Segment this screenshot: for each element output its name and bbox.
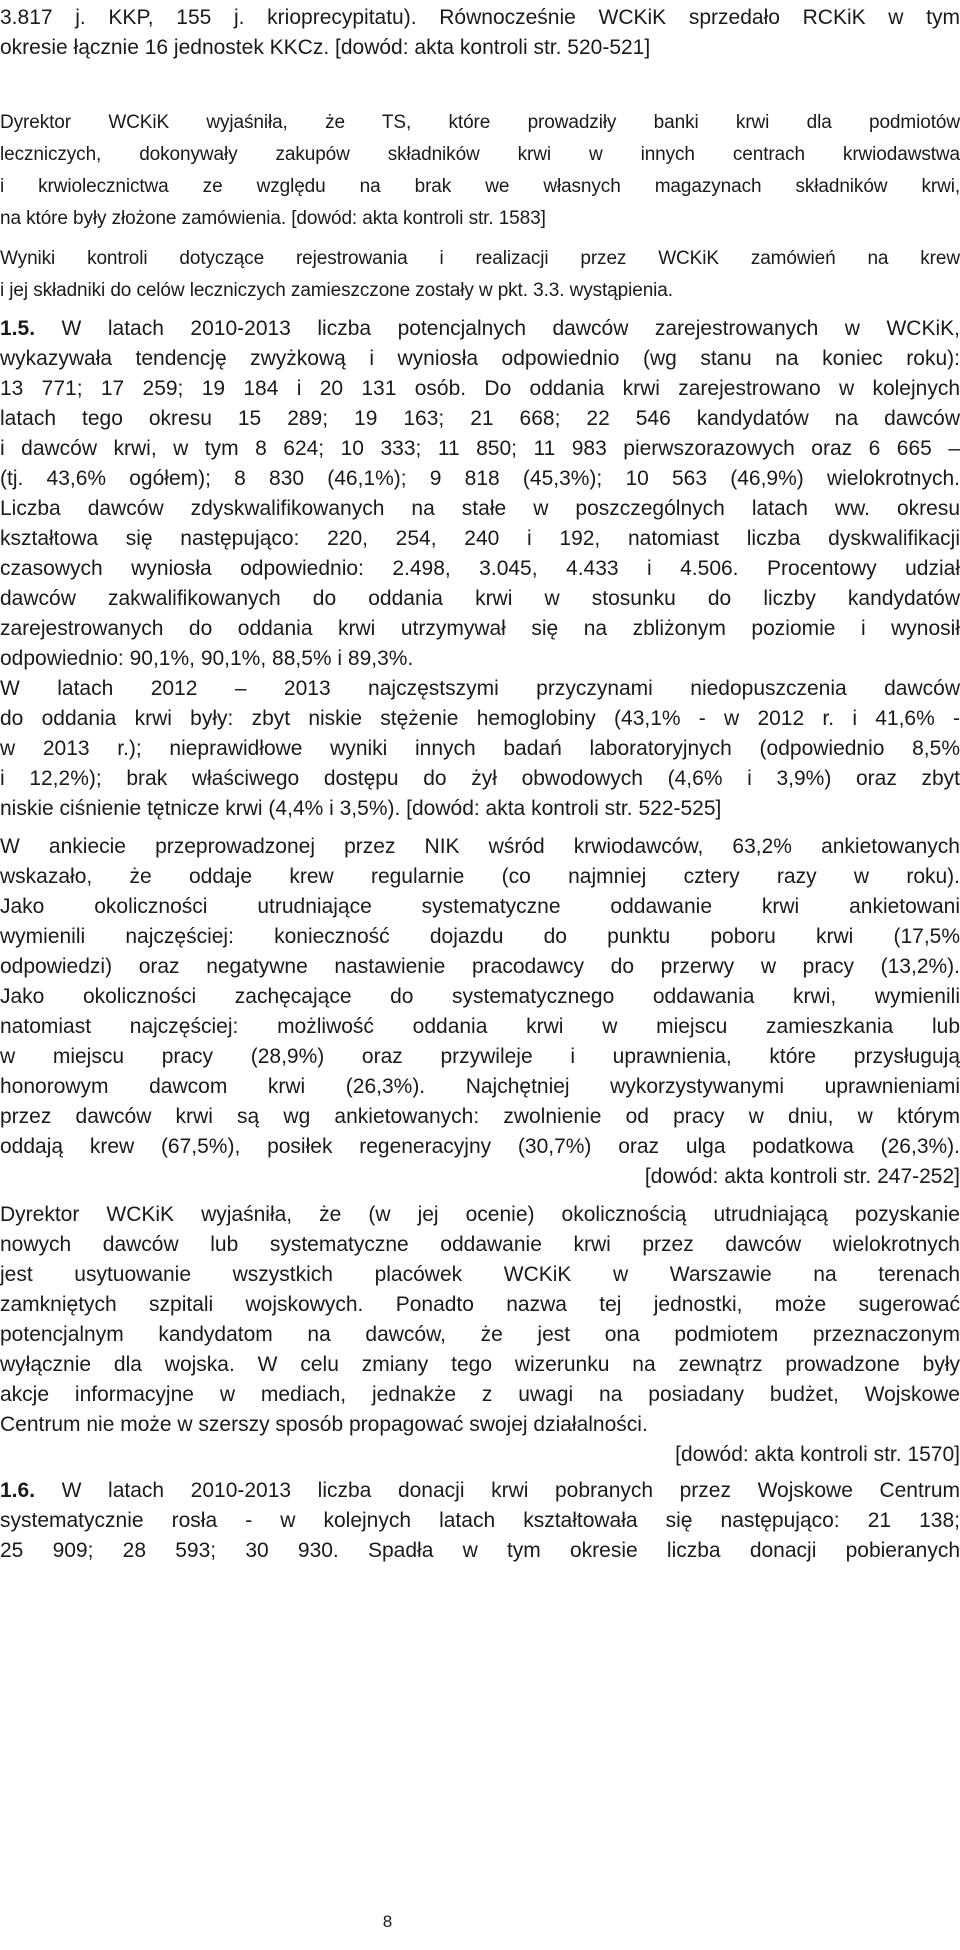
text-line: leczniczych, dokonywały zakupów składników krwi w innych centrach krwiodawstwa xyxy=(0,144,960,165)
text-line: 25 909; 28 593; 30 930. Spadła w tym okresie liczba donacji pobieranych xyxy=(0,1539,960,1562)
text-line: 1.5. W latach 2010-2013 liczba potencjalnych dawców zarejestrowanych w WCKiK, xyxy=(0,317,960,340)
text-line: oddają krew (67,5%), posiłek regeneracyjny (30,7%) oraz ulga podatkowa (26,3%). xyxy=(0,1135,960,1158)
text-line: na które były złożone zamówienia. [dowód: akta kontroli str. 1583] xyxy=(0,208,546,229)
text-line: w 2013 r.); nieprawidłowe wyniki innych badań laboratoryjnych (odpowiednio 8,5% xyxy=(0,737,960,760)
text-line: honorowym dawcom krwi (26,3%). Najchętniej wykorzystywanymi uprawnieniami xyxy=(0,1075,960,1098)
text-line: i dawców krwi, w tym 8 624; 10 333; 11 850; 11 983 pierwszorazowych oraz 6 665 – xyxy=(0,437,960,460)
text-line: okresie łącznie 16 jednostek KKCz. [dowód: akta kontroli str. 520-521] xyxy=(0,36,651,59)
text-line: i 12,2%); brak właściwego dostępu do żył obwodowych (4,6% i 3,9%) oraz zbyt xyxy=(0,767,960,790)
text-line: 1.6. W latach 2010-2013 liczba donacji krwi pobranych przez Wojskowe Centrum xyxy=(0,1479,960,1502)
source-citation: [dowód: akta kontroli str. 1570] xyxy=(675,1443,960,1466)
text-line: (tj. 43,6% ogółem); 8 830 (46,1%); 9 818 (45,3%); 10 563 (46,9%) wielokrotnych. xyxy=(0,467,960,490)
text-line: Jako okoliczności zachęcające do systematycznego oddawania krwi, wymienili xyxy=(0,985,960,1008)
page-number: 8 xyxy=(382,1912,393,1931)
text-line: kształtowa się następująco: 220, 254, 240 i 192, natomiast liczba dyskwalifikacji xyxy=(0,527,960,550)
text-line: jest usytuowanie wszystkich placówek WCKiK w Warszawie na terenach xyxy=(0,1263,960,1286)
text-line: Jako okoliczności utrudniające systematyczne oddawanie krwi ankietowani xyxy=(0,895,960,918)
text-line: wskazało, że oddaje krew regularnie (co najmniej cztery razy w roku). xyxy=(0,865,960,888)
text-line: 13 771; 17 259; 19 184 i 20 131 osób. Do oddania krwi zarejestrowano w kolejnych xyxy=(0,377,960,400)
text-line: 3.817 j. KKP, 155 j. krioprecypitatu). Równocześnie WCKiK sprzedało RCKiK w tym xyxy=(0,6,960,29)
text-line: wymienili najczęściej: konieczność dojazdu do punktu poboru krwi (17,5% xyxy=(0,925,960,948)
text-line: zamkniętych szpitali wojskowych. Ponadto nazwa tej jednostki, może sugerować xyxy=(0,1293,960,1316)
source-citation: [dowód: akta kontroli str. 247-252] xyxy=(644,1165,960,1188)
text-line: wyłącznie dla wojska. W celu zmiany tego wizerunku na zewnątrz prowadzone były xyxy=(0,1353,960,1376)
text-line: akcje informacyjne w mediach, jednakże z uwagi na posiadany budżet, Wojskowe xyxy=(0,1383,960,1406)
text-line: W latach 2012 – 2013 najczęstszymi przyczynami niedopuszczenia dawców xyxy=(0,677,960,700)
text-line: i krwiolecznictwa ze względu na brak we własnych magazynach składników krwi, xyxy=(0,176,960,197)
text-line: nowych dawców lub systematyczne oddawanie krwi przez dawców wielokrotnych xyxy=(0,1233,960,1256)
text-line: Wyniki kontroli dotyczące rejestrowania i realizacji przez WCKiK zamówień na krew xyxy=(0,248,960,269)
text-line: W ankiecie przeprowadzonej przez NIK wśród krwiodawców, 63,2% ankietowanych xyxy=(0,835,960,858)
section-number: 1.6. xyxy=(0,1479,36,1502)
text-line: czasowych wyniosła odpowiednio: 2.498, 3.045, 4.433 i 4.506. Procentowy udział xyxy=(0,557,960,580)
text-line: dawców zakwalifikowanych do oddania krwi w stosunku do liczby kandydatów xyxy=(0,587,960,610)
text-line: Liczba dawców zdyskwalifikowanych na stałe w poszczególnych latach ww. okresu xyxy=(0,497,960,520)
text-line: i jej składniki do celów leczniczych zamieszczone zostały w pkt. 3.3. wystąpienia. xyxy=(0,280,673,301)
text-line: Dyrektor WCKiK wyjaśniła, że TS, które prowadziły banki krwi dla podmiotów xyxy=(0,112,960,133)
text-line: odpowiednio: 90,1%, 90,1%, 88,5% i 89,3%. xyxy=(0,647,414,670)
text-line: niskie ciśnienie tętnicze krwi (4,4% i 3,5%). [dowód: akta kontroli str. 522-525] xyxy=(0,797,722,820)
text-line: wykazywała tendencję zwyżkową i wyniosła odpowiednio (wg stanu na koniec roku): xyxy=(0,347,960,370)
text-line: natomiast najczęściej: możliwość oddania krwi w miejscu zamieszkania lub xyxy=(0,1015,960,1038)
text-line: systematycznie rosła - w kolejnych latach kształtowała się następująco: 21 138; xyxy=(0,1509,960,1532)
text-line: potencjalnym kandydatom na dawców, że jest ona podmiotem przeznaczonym xyxy=(0,1323,960,1346)
text-line: do oddania krwi były: zbyt niskie stężenie hemoglobiny (43,1% - w 2012 r. i 41,6% - xyxy=(0,707,960,730)
text-line: w miejscu pracy (28,9%) oraz przywileje i uprawnienia, które przysługują xyxy=(0,1045,960,1068)
section-number: 1.5. xyxy=(0,317,36,340)
text-line: latach tego okresu 15 289; 19 163; 21 668; 22 546 kandydatów na dawców xyxy=(0,407,960,430)
text-line: przez dawców krwi są wg ankietowanych: zwolnienie od pracy w dniu, w którym xyxy=(0,1105,960,1128)
text-line: Centrum nie może w szerszy sposób propagować swojej działalności. xyxy=(0,1413,648,1436)
text-line: Dyrektor WCKiK wyjaśniła, że (w jej ocenie) okolicznością utrudniającą pozyskanie xyxy=(0,1203,960,1226)
text-line: zarejestrowanych do oddania krwi utrzymywał się na zbliżonym poziomie i wynosił xyxy=(0,617,960,640)
text-line: odpowiedzi) oraz negatywne nastawienie pracodawcy do przerwy w pracy (13,2%). xyxy=(0,955,960,978)
